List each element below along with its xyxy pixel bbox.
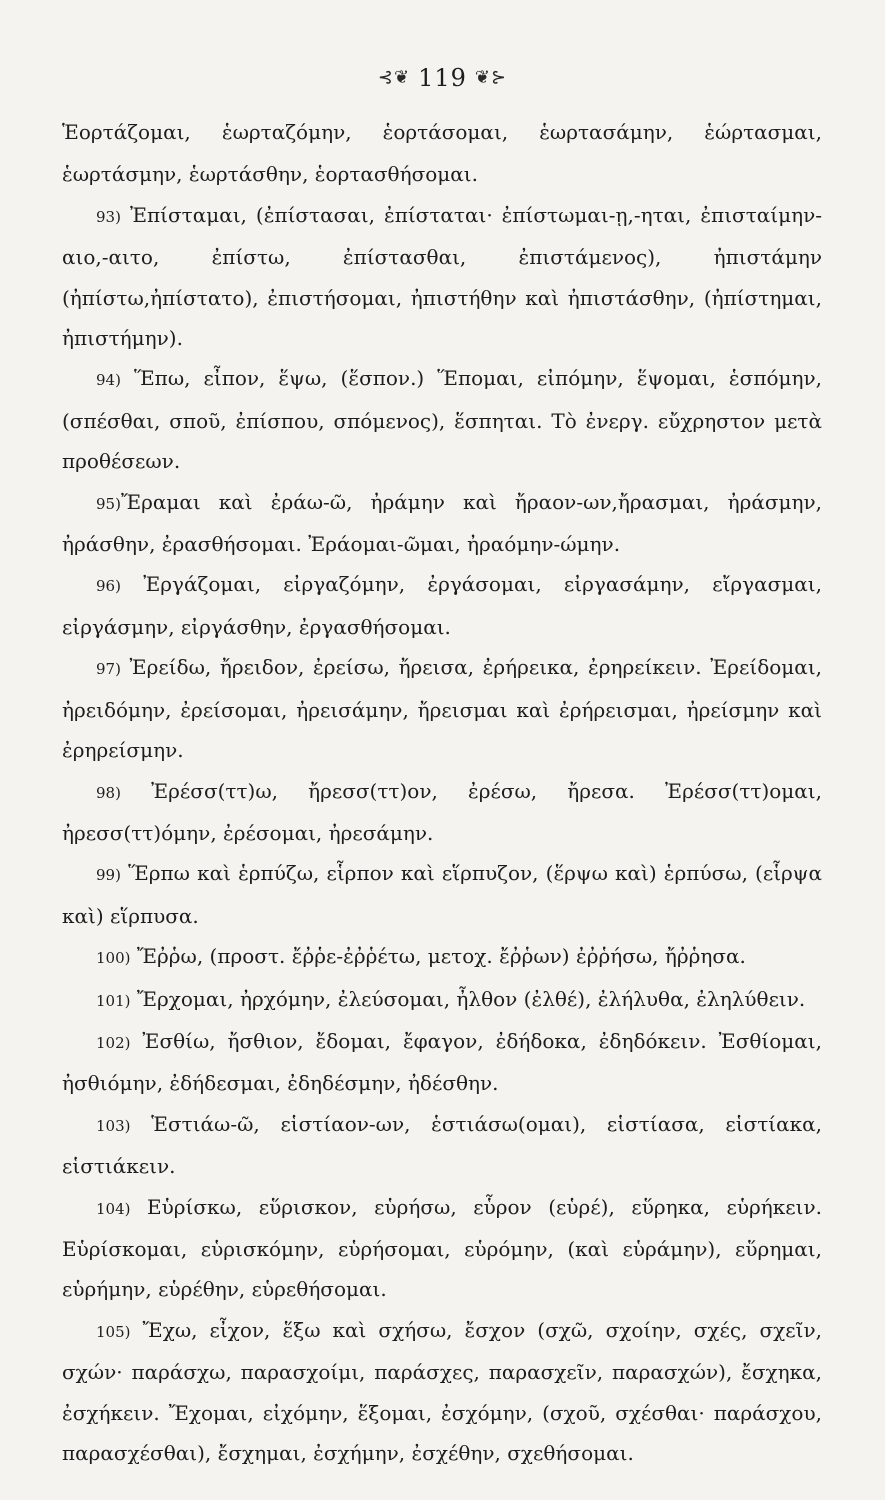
paragraph-number: 101) (96, 991, 131, 1010)
paragraph (62, 1104, 822, 1187)
paragraph-number: 105) (96, 1322, 131, 1341)
paragraph-text: Ἐρέσσ(ττ)ω, ἤρεσσ(ττ)ον, ἐρέσω, ἤρεσα. Ἐρέσσ(ττ)ομαι, ἠρεσσ(ττ)όμην, ἐρέσομαι, ἠρεσάμην. (62, 778, 823, 845)
page-header (0, 62, 885, 92)
paragraph (62, 1021, 822, 1104)
ornament-left-icon: ⊰❦ (377, 67, 411, 88)
paragraph-number: 104) (96, 1199, 131, 1218)
paragraph-number: 96) (96, 577, 121, 596)
paragraph-text: Ἐσθίω, ἤσθιον, ἔδομαι, ἔφαγον, ἐδήδοκα, ἐδηδόκειν. Ἐσθίομαι, ἠσθιόμην, ἐδήδεσμαι, ἐδηδέσμην, ἠδέσθην. (62, 1028, 822, 1096)
paragraph-number: 94) (96, 371, 121, 390)
paragraph-number: 97) (96, 660, 121, 679)
paragraph-number: 102) (96, 1033, 131, 1052)
paragraph (62, 771, 822, 854)
paragraph-number: 98) (96, 783, 121, 802)
paragraph-text: Ἐρείδω, ἤρειδον, ἐρείσω, ἤρεισα, ἐρήρεικα, ἐρηρείκειν. Ἐρείδομαι, ἠρειδόμην, ἐρείσομαι, ἠρεισάμην, ἤρεισμαι καὶ ἐρήρεισμαι, ἠρείσμην καὶ ἐρηρείσμην. (62, 655, 823, 763)
paragraph-text: Εὑρίσκω, εὕρισκον, εὑρήσω, εὗρον (εὑρέ), εὕρηκα, εὑρήκειν. Εὑρίσκομαι, εὑρισκόμην, εὑρήσομαι, εὑρόμην, (καὶ εὑράμην), εὕρημαι, εὑρήμην, εὑρέθην, εὑρεθήσομαι. (62, 1194, 823, 1302)
paragraph (62, 564, 822, 647)
paragraph (62, 358, 822, 481)
paragraph-number: 93) (96, 207, 121, 226)
paragraph (62, 195, 822, 359)
paragraph (62, 1187, 822, 1310)
paragraph (62, 482, 822, 565)
paragraph-text: Ἐργάζομαι, εἰργαζόμην, ἐργάσομαι, εἰργασάμην, εἴργασμαι, εἰργάσμην, εἰργάσθην, ἐργασθήσομαι. (62, 572, 822, 639)
paragraph-text: Ἐπίσταμαι, (ἐπίστασαι, ἐπίσταται· ἐπίστωμαι-ῃ,-ηται, ἐπισταίμην-αιο,-αιτο, ἐπίστω, ἐπίστασθαι, ἐπιστάμενος), ἠπιστάμην (ἠπίστω,ἠπίστατο), ἐπιστήσομαι, ἠπιστήθην καὶ ἠπιστάσθην, (ἠπίστημαι, ἠπιστήμην). (62, 202, 823, 351)
paragraph-text: Ἑστιάω-ῶ, εἱστίαον-ων, ἑστιάσω(ομαι), εἱστίασα, εἱστίακα, εἱστιάκειν. (62, 1111, 823, 1179)
paragraph-number: 95) (96, 494, 121, 513)
paragraph (62, 1310, 822, 1474)
page-number: 119 (418, 63, 467, 92)
paragraph (62, 936, 822, 978)
paragraph-text: Ἕπω, εἶπον, ἕψω, (ἕσπον.) Ἕπομαι, εἰπόμην, ἕψομαι, ἑσπόμην, (σπέσθαι, σποῦ, ἐπίσπου, σπόμενος), ἕσπηται. Τὸ ἐνεργ. εὔχρηστον μετὰ προθέσεων. (62, 366, 822, 474)
paragraph: Ἑορτάζομαι, ἑωρταζόμην, ἑορτάσομαι, ἑωρτασάμην, ἑώρτασμαι, ἑωρτάσμην, ἑωρτάσθην, ἑορτασθήσομαι. (62, 120, 822, 187)
paragraph (62, 979, 822, 1021)
paragraph-number: 99) (96, 866, 121, 885)
ornament-right-icon: ❦⊱ (474, 67, 508, 88)
paragraph-text: Ἔραμαι καὶ ἐράω-ῶ, ἠράμην καὶ ἤραον-ων,ἤρασμαι, ἠράσμην, ἠράσθην, ἐρασθήσομαι. Ἐράομαι-ῶμαι, ἠραόμην-ώμην. (62, 489, 822, 557)
paragraph-number: 103) (96, 1116, 131, 1135)
paragraph-text: Ἕρπω καὶ ἑρπύζω, εἷρπον καὶ εἵρπυζον, (ἕρψω καὶ) ἑρπύσω, (εἷρψα καὶ) εἵρπυσα. (62, 861, 822, 928)
paragraph (62, 853, 822, 936)
paragraph (62, 647, 822, 770)
page-body (62, 112, 822, 1473)
paragraph-text: Ἔῤῥω, (προστ. ἔῤῥε-ἐῤῥέτω, μετοχ. ἔῤῥων) ἐῤῥήσω, ἤῤῥησα. (136, 944, 746, 969)
paragraph-number: 100) (96, 949, 131, 968)
paragraph-text: Ἔχω, εἶχον, ἕξω καὶ σχήσω, ἔσχον (σχῶ, σχοίην, σχές, σχεῖν, σχών· παράσχω, παρασχοίμι, παράσχες, παρασχεῖν, παρασχών), ἔσχηκα, ἐσχήκειν. Ἔχομαι, εἰχόμην, ἕξομαι, ἐσχόμην, (σχοῦ, σχέσθαι· παράσχου, παρασχέσθαι), ἔσχημαι, ἐσχήμην, ἐσχέθην, σχεθήσομαι. (62, 1317, 822, 1465)
paragraph-text: Ἔρχομαι, ἠρχόμην, ἐλεύσομαι, ἦλθον (ἐλθέ), ἐλήλυθα, ἐληλύθειν. (136, 986, 806, 1011)
